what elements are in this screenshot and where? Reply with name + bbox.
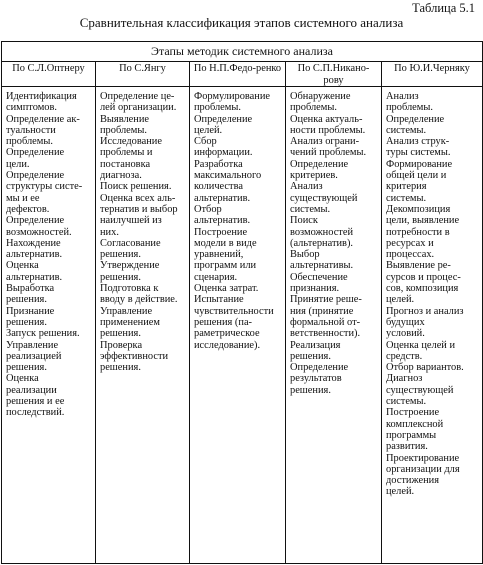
cell-text-line: эффективности [100, 350, 169, 362]
cell-text-line: решения. [6, 294, 47, 306]
cell-text-line: реализацией [6, 350, 62, 362]
cell-text-line: Построение [386, 407, 440, 419]
cell-text-line: Определение [290, 158, 349, 170]
cell-text-line: Анализ ограни- [290, 136, 360, 148]
cell-text-line: проблемы и [100, 147, 153, 159]
cell-text-line: существующей [290, 192, 358, 204]
column-nikanorov [286, 62, 382, 563]
cell-text-line: Разработка [194, 158, 243, 170]
cell-text-line: применением [100, 316, 160, 328]
cell-text-line: решения. [100, 271, 141, 283]
cell-text-line: чений проблемы. [290, 147, 367, 159]
cell-text-line: альтернатив. [194, 192, 251, 204]
cell-text-line: Определение ак- [6, 113, 80, 125]
cell-text-line: туальности [6, 124, 56, 136]
cell-text-line: Отбор вариантов. [386, 362, 464, 374]
cell-text-line: уравнений, [194, 249, 244, 261]
column-heading: По Н.П.Федо-ренко [190, 62, 285, 87]
cell-text-line: системы. [386, 192, 427, 204]
cell-text-line: решения. [100, 362, 141, 374]
cell-text-line: решения. [290, 350, 331, 362]
cell-text-line: проблемы. [194, 102, 241, 114]
cell-text-line: Оценка затрат. [194, 283, 259, 295]
cell-text-line: постановка [100, 158, 151, 170]
cell-text-line: Проектирование [386, 452, 460, 464]
cell-text-line: Диагноз [386, 373, 423, 385]
cell-text-line: Поиск решения. [100, 181, 172, 193]
cell-text-line: Согласование [100, 237, 161, 249]
cell-text-line: Выбор [290, 249, 320, 261]
cell-text-line: альтернативы. [290, 260, 354, 272]
cell-text-line: ресурсах и [386, 237, 434, 249]
cell-text-line: модели в виде [194, 237, 257, 249]
cell-text-line: чувствительности [194, 305, 274, 317]
cell-text-line: Испытание [194, 294, 244, 306]
cell-text-line: (альтернатив). [290, 237, 354, 249]
cell-text-line: Исследование [100, 136, 162, 148]
cell-text-line: проблемы. [290, 102, 337, 114]
cell-text-line: Обеспечение [290, 271, 348, 283]
cell-text-line: лей организации. [100, 102, 177, 114]
cell-text-line: Определение [194, 113, 253, 125]
cell-text-line: комплексной [386, 418, 444, 430]
table-title: Сравнительная классификация этапов системного анализа [79, 15, 404, 30]
cell-text-line: Определение [6, 215, 65, 227]
cell-text-line: проблемы. [6, 136, 53, 148]
cell-text-line: количества [194, 181, 243, 193]
cell-text-line: общей цели и [386, 170, 447, 182]
cell-text-line: Сбор [194, 136, 217, 148]
cell-text-line: Обнаружение [290, 91, 351, 102]
cell-text-line: Выработка [6, 283, 55, 295]
cell-text-line: Подготовка к [100, 283, 159, 295]
cell-text-line: результатов [290, 373, 342, 385]
cell-text-line: Анализ [290, 181, 323, 193]
cell-text-line: ветственности). [290, 328, 361, 340]
cell-text-line: условий. [386, 328, 425, 340]
cell-text-line: последствий. [6, 407, 65, 419]
column-heading: По Ю.И.Черняку [382, 62, 482, 87]
cell-text-line: Определение [6, 147, 65, 159]
cell-text-line: мы и ее [6, 192, 40, 204]
cell-text-line: Оценка всех аль- [100, 192, 176, 204]
cell-text-line: информации. [194, 147, 253, 159]
cell-text-line: целей. [386, 486, 415, 498]
cell-text-line: Оценка [6, 260, 39, 272]
cell-text-line: решения и ее [6, 396, 65, 408]
cell-text-line: Идентификация [6, 91, 77, 102]
cell-text-line: критериев. [290, 170, 338, 182]
cell-text-line: симптомов. [6, 102, 57, 114]
cell-text-line: процессах. [386, 249, 435, 261]
table-number-label: Таблица 5.1 [412, 1, 475, 15]
cell-text-line: Утверждение [100, 260, 160, 272]
column-yang [96, 62, 190, 563]
cell-text-line: системы. [386, 124, 427, 136]
column-heading: По С.Л.Оптнеру [2, 62, 95, 87]
cell-text-line: программы [386, 429, 437, 441]
cell-text-line: цели. [6, 158, 30, 170]
cell-text-line: Определение це- [100, 91, 175, 102]
cell-text-line: реализации [6, 384, 57, 396]
cell-text-line: целей. [386, 294, 415, 306]
classification-table [1, 41, 483, 564]
cell-text-line: сов, композиция [386, 283, 459, 295]
cell-text-line: вводу в действие. [100, 294, 178, 306]
cell-text-line: сурсов и процес- [386, 271, 461, 283]
cell-text-line: потребности в [386, 226, 450, 238]
cell-text-line: существующей [386, 384, 454, 396]
cell-text-line: Выявление [100, 113, 149, 125]
cell-text-line: средств. [386, 350, 423, 362]
cell-text-line: организации для [386, 463, 460, 475]
column-chernyak [382, 62, 482, 563]
cell-text-line: достижения [386, 475, 440, 487]
cell-text-line: решения. [100, 249, 141, 261]
cell-text-line: системы. [290, 203, 331, 215]
table-span-header: Этапы методик системного анализа [2, 42, 482, 62]
column-body [382, 91, 482, 498]
cell-text-line: Оценка [6, 373, 39, 385]
cell-text-line: Определение [386, 113, 445, 125]
column-optner [2, 62, 96, 563]
cell-text-line: формальной от- [290, 316, 361, 328]
cell-text-line: Управление [100, 305, 153, 317]
cell-text-line: сценария. [194, 271, 238, 283]
cell-text-line: Реализация [290, 339, 341, 351]
cell-text-line: раметрическое [194, 328, 260, 340]
cell-text-line: дефектов. [6, 203, 50, 215]
column-body [190, 91, 285, 351]
cell-text-line: наилучшей из [100, 215, 162, 227]
cell-text-line: системы. [386, 396, 427, 408]
cell-text-line: исследование). [194, 339, 261, 351]
cell-text-line: ности проблемы. [290, 124, 366, 136]
cell-text-line: Определение [290, 362, 349, 374]
cell-text-line: развития. [386, 441, 428, 453]
cell-text-line: Отбор [194, 203, 222, 215]
cell-text-line: программ или [194, 260, 257, 272]
column-body [2, 91, 95, 419]
column-heading: По С.Янгу [96, 62, 189, 87]
cell-text-line: Оценка актуаль- [290, 113, 363, 125]
cell-text-line: Поиск [290, 215, 318, 227]
cell-text-line: решения. [6, 362, 47, 374]
column-fedorenko [190, 62, 286, 563]
cell-text-line: решения (па- [194, 316, 253, 328]
column-body [286, 91, 381, 396]
cell-text-line: возможностей [290, 226, 354, 238]
cell-text-line: Построение [194, 226, 248, 238]
cell-text-line: Формирование [386, 158, 453, 170]
cell-text-line: Прогноз и анализ [386, 305, 464, 317]
cell-text-line: решения. [290, 384, 331, 396]
cell-text-line: будущих [386, 316, 425, 328]
cell-text-line: диагноза. [100, 170, 142, 182]
cell-text-line: Запуск решения. [6, 328, 80, 340]
cell-text-line: решения. [100, 328, 141, 340]
cell-text-line: альтернатив. [194, 215, 251, 227]
cell-text-line: признания. [290, 283, 340, 295]
column-heading: По С.П.Никано-рову [286, 62, 381, 87]
cell-text-line: альтернатив. [6, 271, 63, 283]
cell-text-line: Анализ [386, 91, 419, 102]
cell-text-line: Нахождение [6, 237, 61, 249]
cell-text-line: цели, выявление [386, 215, 460, 227]
cell-text-line: решения. [6, 316, 47, 328]
column-body [96, 91, 189, 373]
cell-text-line: Управление [6, 339, 59, 351]
cell-text-line: Проверка [100, 339, 143, 351]
cell-text-line: проблемы. [386, 102, 433, 114]
cell-text-line: тернатив и выбор [100, 203, 178, 215]
cell-text-line: Формулирование [194, 91, 271, 102]
cell-text-line: альтернатив. [6, 249, 63, 261]
cell-text-line: проблемы. [100, 124, 147, 136]
cell-text-line: структуры систе- [6, 181, 83, 193]
cell-text-line: них. [100, 226, 119, 238]
cell-text-line: Выявление ре- [386, 260, 451, 272]
cell-text-line: Оценка целей и [386, 339, 456, 351]
cell-text-line: Принятие реше- [290, 294, 362, 306]
cell-text-line: Анализ струк- [386, 136, 450, 148]
cell-text-line: Признание [6, 305, 55, 317]
cell-text-line: Декомпозиция [386, 203, 451, 215]
cell-text-line: ния (принятие [290, 305, 354, 317]
cell-text-line: туры системы. [386, 147, 451, 159]
cell-text-line: целей. [194, 124, 223, 136]
cell-text-line: максимального [194, 170, 262, 182]
cell-text-line: Определение [6, 170, 65, 182]
cell-text-line: критерия [386, 181, 427, 193]
cell-text-line: возможностей. [6, 226, 72, 238]
